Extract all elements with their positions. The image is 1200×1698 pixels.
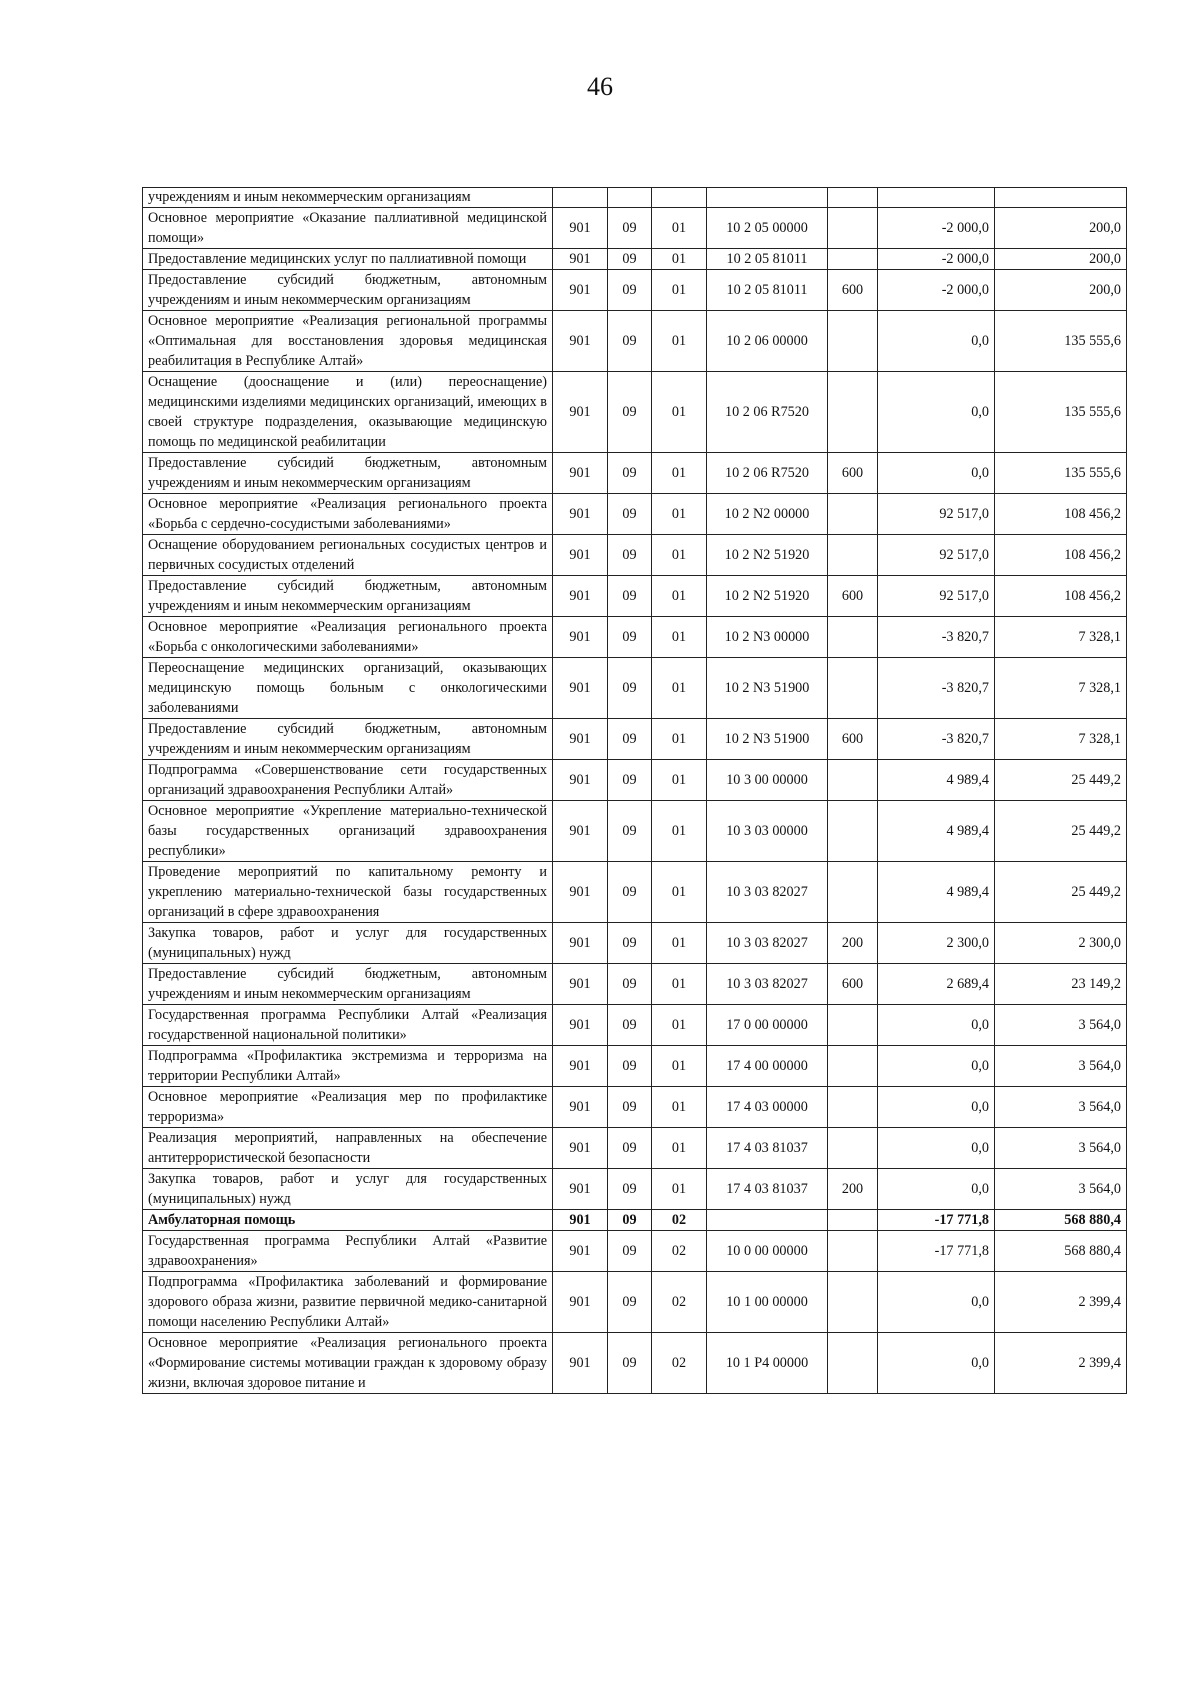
row-name-cell: Основное мероприятие «Укрепление материально-технической базы государственных организаций здравоохранения республики» xyxy=(143,801,553,862)
section-code-cell xyxy=(608,188,652,208)
total-amount-cell: 200,0 xyxy=(995,270,1127,311)
section-code-cell: 09 xyxy=(608,270,652,311)
total-amount-cell: 200,0 xyxy=(995,249,1127,270)
subsection-code-cell: 01 xyxy=(652,1087,707,1128)
expense-type-cell: 600 xyxy=(828,453,878,494)
total-amount-cell: 108 456,2 xyxy=(995,494,1127,535)
change-amount-cell: 0,0 xyxy=(878,1046,995,1087)
change-amount-cell: 0,0 xyxy=(878,311,995,372)
total-amount-cell: 7 328,1 xyxy=(995,617,1127,658)
target-article-cell: 10 2 05 81011 xyxy=(707,270,828,311)
ministry-code-cell xyxy=(553,188,608,208)
subsection-code-cell: 01 xyxy=(652,372,707,453)
ministry-code-cell: 901 xyxy=(553,801,608,862)
target-article-cell: 10 2 N2 51920 xyxy=(707,535,828,576)
ministry-code-cell: 901 xyxy=(553,658,608,719)
expense-type-cell xyxy=(828,1333,878,1394)
expense-type-cell xyxy=(828,372,878,453)
table-row xyxy=(143,311,1127,372)
total-amount-cell: 25 449,2 xyxy=(995,801,1127,862)
target-article-cell: 10 3 03 00000 xyxy=(707,801,828,862)
table-row xyxy=(143,270,1127,311)
subsection-code-cell: 01 xyxy=(652,494,707,535)
expense-type-cell: 600 xyxy=(828,576,878,617)
total-amount-cell: 108 456,2 xyxy=(995,535,1127,576)
change-amount-cell: 0,0 xyxy=(878,453,995,494)
total-amount-cell: 7 328,1 xyxy=(995,658,1127,719)
change-amount-cell: -3 820,7 xyxy=(878,617,995,658)
subsection-code-cell: 01 xyxy=(652,249,707,270)
change-amount-cell: 4 989,4 xyxy=(878,801,995,862)
ministry-code-cell: 901 xyxy=(553,576,608,617)
budget-table xyxy=(142,187,1127,1394)
subsection-code-cell: 01 xyxy=(652,576,707,617)
ministry-code-cell: 901 xyxy=(553,494,608,535)
expense-type-cell: 600 xyxy=(828,964,878,1005)
target-article-cell: 10 2 05 81011 xyxy=(707,249,828,270)
target-article-cell: 10 3 03 82027 xyxy=(707,923,828,964)
target-article-cell: 10 2 N2 00000 xyxy=(707,494,828,535)
total-amount-cell: 3 564,0 xyxy=(995,1087,1127,1128)
subsection-code-cell: 01 xyxy=(652,208,707,249)
table-row xyxy=(143,719,1127,760)
total-amount-cell: 25 449,2 xyxy=(995,760,1127,801)
ministry-code-cell: 901 xyxy=(553,1210,608,1231)
ministry-code-cell: 901 xyxy=(553,208,608,249)
section-code-cell: 09 xyxy=(608,576,652,617)
ministry-code-cell: 901 xyxy=(553,923,608,964)
subsection-code-cell: 01 xyxy=(652,719,707,760)
table-row xyxy=(143,617,1127,658)
total-amount-cell: 2 300,0 xyxy=(995,923,1127,964)
ministry-code-cell: 901 xyxy=(553,760,608,801)
change-amount-cell: 2 689,4 xyxy=(878,964,995,1005)
table-row xyxy=(143,964,1127,1005)
row-name-cell: Государственная программа Республики Алтай «Реализация государственной национальной политики» xyxy=(143,1005,553,1046)
table-row xyxy=(143,188,1127,208)
target-article-cell: 10 2 06 00000 xyxy=(707,311,828,372)
ministry-code-cell: 901 xyxy=(553,535,608,576)
expense-type-cell xyxy=(828,188,878,208)
ministry-code-cell: 901 xyxy=(553,719,608,760)
table-row xyxy=(143,576,1127,617)
table-row xyxy=(143,1272,1127,1333)
section-code-cell: 09 xyxy=(608,617,652,658)
expense-type-cell xyxy=(828,494,878,535)
section-code-cell: 09 xyxy=(608,1231,652,1272)
target-article-cell: 10 1 00 00000 xyxy=(707,1272,828,1333)
subsection-code-cell: 01 xyxy=(652,270,707,311)
change-amount-cell: 0,0 xyxy=(878,372,995,453)
total-amount-cell: 3 564,0 xyxy=(995,1169,1127,1210)
section-code-cell: 09 xyxy=(608,658,652,719)
ministry-code-cell: 901 xyxy=(553,964,608,1005)
total-amount-cell: 3 564,0 xyxy=(995,1005,1127,1046)
section-code-cell: 09 xyxy=(608,1005,652,1046)
expense-type-cell xyxy=(828,1128,878,1169)
ministry-code-cell: 901 xyxy=(553,372,608,453)
total-amount-cell: 135 555,6 xyxy=(995,311,1127,372)
section-code-cell: 09 xyxy=(608,311,652,372)
ministry-code-cell: 901 xyxy=(553,1046,608,1087)
row-name-cell: Предоставление медицинских услуг по паллиативной помощи xyxy=(143,249,553,270)
table-row xyxy=(143,1210,1127,1231)
section-code-cell: 09 xyxy=(608,372,652,453)
change-amount-cell: 0,0 xyxy=(878,1005,995,1046)
target-article-cell: 10 3 03 82027 xyxy=(707,964,828,1005)
table-row xyxy=(143,1231,1127,1272)
expense-type-cell xyxy=(828,1231,878,1272)
total-amount-cell: 108 456,2 xyxy=(995,576,1127,617)
expense-type-cell xyxy=(828,658,878,719)
expense-type-cell xyxy=(828,801,878,862)
table-row xyxy=(143,923,1127,964)
row-name-cell: Предоставление субсидий бюджетным, автономным учреждениям и иным некоммерческим организациям xyxy=(143,964,553,1005)
expense-type-cell xyxy=(828,535,878,576)
change-amount-cell: 0,0 xyxy=(878,1169,995,1210)
total-amount-cell: 23 149,2 xyxy=(995,964,1127,1005)
row-name-cell: Закупка товаров, работ и услуг для государственных (муниципальных) нужд xyxy=(143,1169,553,1210)
expense-type-cell xyxy=(828,208,878,249)
section-code-cell: 09 xyxy=(608,1272,652,1333)
target-article-cell: 10 2 N2 51920 xyxy=(707,576,828,617)
row-name-cell: Предоставление субсидий бюджетным, автономным учреждениям и иным некоммерческим организациям xyxy=(143,719,553,760)
total-amount-cell: 135 555,6 xyxy=(995,372,1127,453)
section-code-cell: 09 xyxy=(608,249,652,270)
ministry-code-cell: 901 xyxy=(553,1087,608,1128)
row-name-cell: Подпрограмма «Профилактика экстремизма и терроризма на территории Республики Алтай» xyxy=(143,1046,553,1087)
table-row xyxy=(143,658,1127,719)
table-row xyxy=(143,760,1127,801)
subsection-code-cell xyxy=(652,188,707,208)
ministry-code-cell: 901 xyxy=(553,1231,608,1272)
total-amount-cell: 2 399,4 xyxy=(995,1272,1127,1333)
target-article-cell: 10 1 P4 00000 xyxy=(707,1333,828,1394)
subsection-code-cell: 01 xyxy=(652,617,707,658)
ministry-code-cell: 901 xyxy=(553,1005,608,1046)
row-name-cell: Предоставление субсидий бюджетным, автономным учреждениям и иным некоммерческим организациям xyxy=(143,270,553,311)
section-code-cell: 09 xyxy=(608,760,652,801)
change-amount-cell: 2 300,0 xyxy=(878,923,995,964)
section-code-cell: 09 xyxy=(608,719,652,760)
subsection-code-cell: 01 xyxy=(652,453,707,494)
row-name-cell: Переоснащение медицинских организаций, оказывающих медицинскую помощь больным с онкологическими заболеваниями xyxy=(143,658,553,719)
target-article-cell: 10 3 00 00000 xyxy=(707,760,828,801)
change-amount-cell: 0,0 xyxy=(878,1333,995,1394)
change-amount-cell: 92 517,0 xyxy=(878,535,995,576)
target-article-cell: 10 2 N3 51900 xyxy=(707,658,828,719)
table-row xyxy=(143,1169,1127,1210)
section-code-cell: 09 xyxy=(608,453,652,494)
target-article-cell: 17 4 03 00000 xyxy=(707,1087,828,1128)
change-amount-cell xyxy=(878,188,995,208)
table-row xyxy=(143,1087,1127,1128)
section-code-cell: 09 xyxy=(608,1087,652,1128)
subsection-code-cell: 02 xyxy=(652,1210,707,1231)
ministry-code-cell: 901 xyxy=(553,453,608,494)
table-row xyxy=(143,1333,1127,1394)
total-amount-cell xyxy=(995,188,1127,208)
change-amount-cell: 92 517,0 xyxy=(878,494,995,535)
table-row xyxy=(143,453,1127,494)
total-amount-cell: 7 328,1 xyxy=(995,719,1127,760)
subsection-code-cell: 01 xyxy=(652,964,707,1005)
total-amount-cell: 568 880,4 xyxy=(995,1231,1127,1272)
row-name-cell: Основное мероприятие «Реализация мер по профилактике терроризма» xyxy=(143,1087,553,1128)
row-name-cell: Амбулаторная помощь xyxy=(143,1210,553,1231)
row-name-cell: Предоставление субсидий бюджетным, автономным учреждениям и иным некоммерческим организациям xyxy=(143,576,553,617)
page-number: 46 xyxy=(587,72,613,101)
subsection-code-cell: 01 xyxy=(652,311,707,372)
table-row xyxy=(143,535,1127,576)
section-code-cell: 09 xyxy=(608,801,652,862)
total-amount-cell: 200,0 xyxy=(995,208,1127,249)
expense-type-cell: 200 xyxy=(828,923,878,964)
change-amount-cell: 92 517,0 xyxy=(878,576,995,617)
section-code-cell: 09 xyxy=(608,1210,652,1231)
section-code-cell: 09 xyxy=(608,535,652,576)
subsection-code-cell: 01 xyxy=(652,1169,707,1210)
expense-type-cell xyxy=(828,1005,878,1046)
expense-type-cell xyxy=(828,311,878,372)
change-amount-cell: 0,0 xyxy=(878,1272,995,1333)
table-row xyxy=(143,1005,1127,1046)
expense-type-cell xyxy=(828,1087,878,1128)
ministry-code-cell: 901 xyxy=(553,1333,608,1394)
change-amount-cell: 4 989,4 xyxy=(878,760,995,801)
total-amount-cell: 3 564,0 xyxy=(995,1128,1127,1169)
expense-type-cell: 600 xyxy=(828,270,878,311)
section-code-cell: 09 xyxy=(608,494,652,535)
ministry-code-cell: 901 xyxy=(553,617,608,658)
change-amount-cell: -3 820,7 xyxy=(878,719,995,760)
change-amount-cell: -3 820,7 xyxy=(878,658,995,719)
budget-table-body xyxy=(143,188,1127,1394)
table-row xyxy=(143,372,1127,453)
row-name-cell: Основное мероприятие «Реализация регионального проекта «Борьба с сердечно-сосудистыми заболеваниями» xyxy=(143,494,553,535)
target-article-cell: 10 2 06 R7520 xyxy=(707,453,828,494)
subsection-code-cell: 01 xyxy=(652,1128,707,1169)
expense-type-cell: 600 xyxy=(828,719,878,760)
table-row xyxy=(143,208,1127,249)
target-article-cell xyxy=(707,188,828,208)
total-amount-cell: 135 555,6 xyxy=(995,453,1127,494)
table-row xyxy=(143,1128,1127,1169)
subsection-code-cell: 01 xyxy=(652,1046,707,1087)
subsection-code-cell: 02 xyxy=(652,1231,707,1272)
section-code-cell: 09 xyxy=(608,1169,652,1210)
ministry-code-cell: 901 xyxy=(553,270,608,311)
target-article-cell: 10 2 06 R7520 xyxy=(707,372,828,453)
change-amount-cell: -17 771,8 xyxy=(878,1231,995,1272)
subsection-code-cell: 02 xyxy=(652,1333,707,1394)
expense-type-cell xyxy=(828,249,878,270)
ministry-code-cell: 901 xyxy=(553,1272,608,1333)
subsection-code-cell: 02 xyxy=(652,1272,707,1333)
expense-type-cell: 200 xyxy=(828,1169,878,1210)
section-code-cell: 09 xyxy=(608,1046,652,1087)
subsection-code-cell: 01 xyxy=(652,760,707,801)
total-amount-cell: 3 564,0 xyxy=(995,1046,1127,1087)
change-amount-cell: 0,0 xyxy=(878,1087,995,1128)
target-article-cell: 17 4 00 00000 xyxy=(707,1046,828,1087)
table-row xyxy=(143,801,1127,862)
row-name-cell: Закупка товаров, работ и услуг для государственных (муниципальных) нужд xyxy=(143,923,553,964)
table-row xyxy=(143,494,1127,535)
target-article-cell: 10 2 N3 00000 xyxy=(707,617,828,658)
subsection-code-cell: 01 xyxy=(652,923,707,964)
target-article-cell: 10 0 00 00000 xyxy=(707,1231,828,1272)
subsection-code-cell: 01 xyxy=(652,535,707,576)
section-code-cell: 09 xyxy=(608,1333,652,1394)
table-row xyxy=(143,249,1127,270)
row-name-cell: Основное мероприятие «Реализация регионального проекта «Формирование системы мотивации граждан к здоровому образу жизни, включая здоровое питание и xyxy=(143,1333,553,1394)
row-name-cell: Государственная программа Республики Алтай «Развитие здравоохранения» xyxy=(143,1231,553,1272)
change-amount-cell: -17 771,8 xyxy=(878,1210,995,1231)
target-article-cell: 17 4 03 81037 xyxy=(707,1128,828,1169)
subsection-code-cell: 01 xyxy=(652,1005,707,1046)
expense-type-cell xyxy=(828,617,878,658)
row-name-cell: Оснащение оборудованием региональных сосудистых центров и первичных сосудистых отделений xyxy=(143,535,553,576)
section-code-cell: 09 xyxy=(608,923,652,964)
section-code-cell: 09 xyxy=(608,862,652,923)
row-name-cell: Реализация мероприятий, направленных на обеспечение антитеррористической безопасности xyxy=(143,1128,553,1169)
target-article-cell xyxy=(707,1210,828,1231)
target-article-cell: 10 2 05 00000 xyxy=(707,208,828,249)
ministry-code-cell: 901 xyxy=(553,862,608,923)
change-amount-cell: 4 989,4 xyxy=(878,862,995,923)
ministry-code-cell: 901 xyxy=(553,249,608,270)
section-code-cell: 09 xyxy=(608,964,652,1005)
row-name-cell: Основное мероприятие «Реализация регионального проекта «Борьба с онкологическими заболеваниями» xyxy=(143,617,553,658)
total-amount-cell: 2 399,4 xyxy=(995,1333,1127,1394)
change-amount-cell: 0,0 xyxy=(878,1128,995,1169)
expense-type-cell xyxy=(828,1210,878,1231)
row-name-cell: Основное мероприятие «Реализация региональной программы «Оптимальная для восстановления здоровья медицинская реабилитация в Республике Алтай» xyxy=(143,311,553,372)
target-article-cell: 17 0 00 00000 xyxy=(707,1005,828,1046)
row-name-cell: Оснащение (дооснащение и (или) переоснащение) медицинскими изделиями медицинских организаций, имеющих в своей структуре подразделения, оказывающие медицинскую помощь по медицинской реабилитации xyxy=(143,372,553,453)
target-article-cell: 10 3 03 82027 xyxy=(707,862,828,923)
row-name-cell: учреждениям и иным некоммерческим организациям xyxy=(143,188,553,208)
table-row xyxy=(143,862,1127,923)
table-row xyxy=(143,1046,1127,1087)
expense-type-cell xyxy=(828,760,878,801)
expense-type-cell xyxy=(828,862,878,923)
row-name-cell: Предоставление субсидий бюджетным, автономным учреждениям и иным некоммерческим организациям xyxy=(143,453,553,494)
change-amount-cell: -2 000,0 xyxy=(878,270,995,311)
section-code-cell: 09 xyxy=(608,208,652,249)
subsection-code-cell: 01 xyxy=(652,658,707,719)
total-amount-cell: 25 449,2 xyxy=(995,862,1127,923)
expense-type-cell xyxy=(828,1272,878,1333)
ministry-code-cell: 901 xyxy=(553,311,608,372)
ministry-code-cell: 901 xyxy=(553,1169,608,1210)
subsection-code-cell: 01 xyxy=(652,801,707,862)
row-name-cell: Подпрограмма «Совершенствование сети государственных организаций здравоохранения Республики Алтай» xyxy=(143,760,553,801)
row-name-cell: Проведение мероприятий по капитальному ремонту и укреплению материально-технической базы государственных организаций в сфере здравоохранения xyxy=(143,862,553,923)
expense-type-cell xyxy=(828,1046,878,1087)
section-code-cell: 09 xyxy=(608,1128,652,1169)
row-name-cell: Основное мероприятие «Оказание паллиативной медицинской помощи» xyxy=(143,208,553,249)
ministry-code-cell: 901 xyxy=(553,1128,608,1169)
subsection-code-cell: 01 xyxy=(652,862,707,923)
target-article-cell: 17 4 03 81037 xyxy=(707,1169,828,1210)
target-article-cell: 10 2 N3 51900 xyxy=(707,719,828,760)
change-amount-cell: -2 000,0 xyxy=(878,249,995,270)
row-name-cell: Подпрограмма «Профилактика заболеваний и формирование здорового образа жизни, развитие первичной медико-санитарной помощи населению Республики Алтай» xyxy=(143,1272,553,1333)
change-amount-cell: -2 000,0 xyxy=(878,208,995,249)
total-amount-cell: 568 880,4 xyxy=(995,1210,1127,1231)
